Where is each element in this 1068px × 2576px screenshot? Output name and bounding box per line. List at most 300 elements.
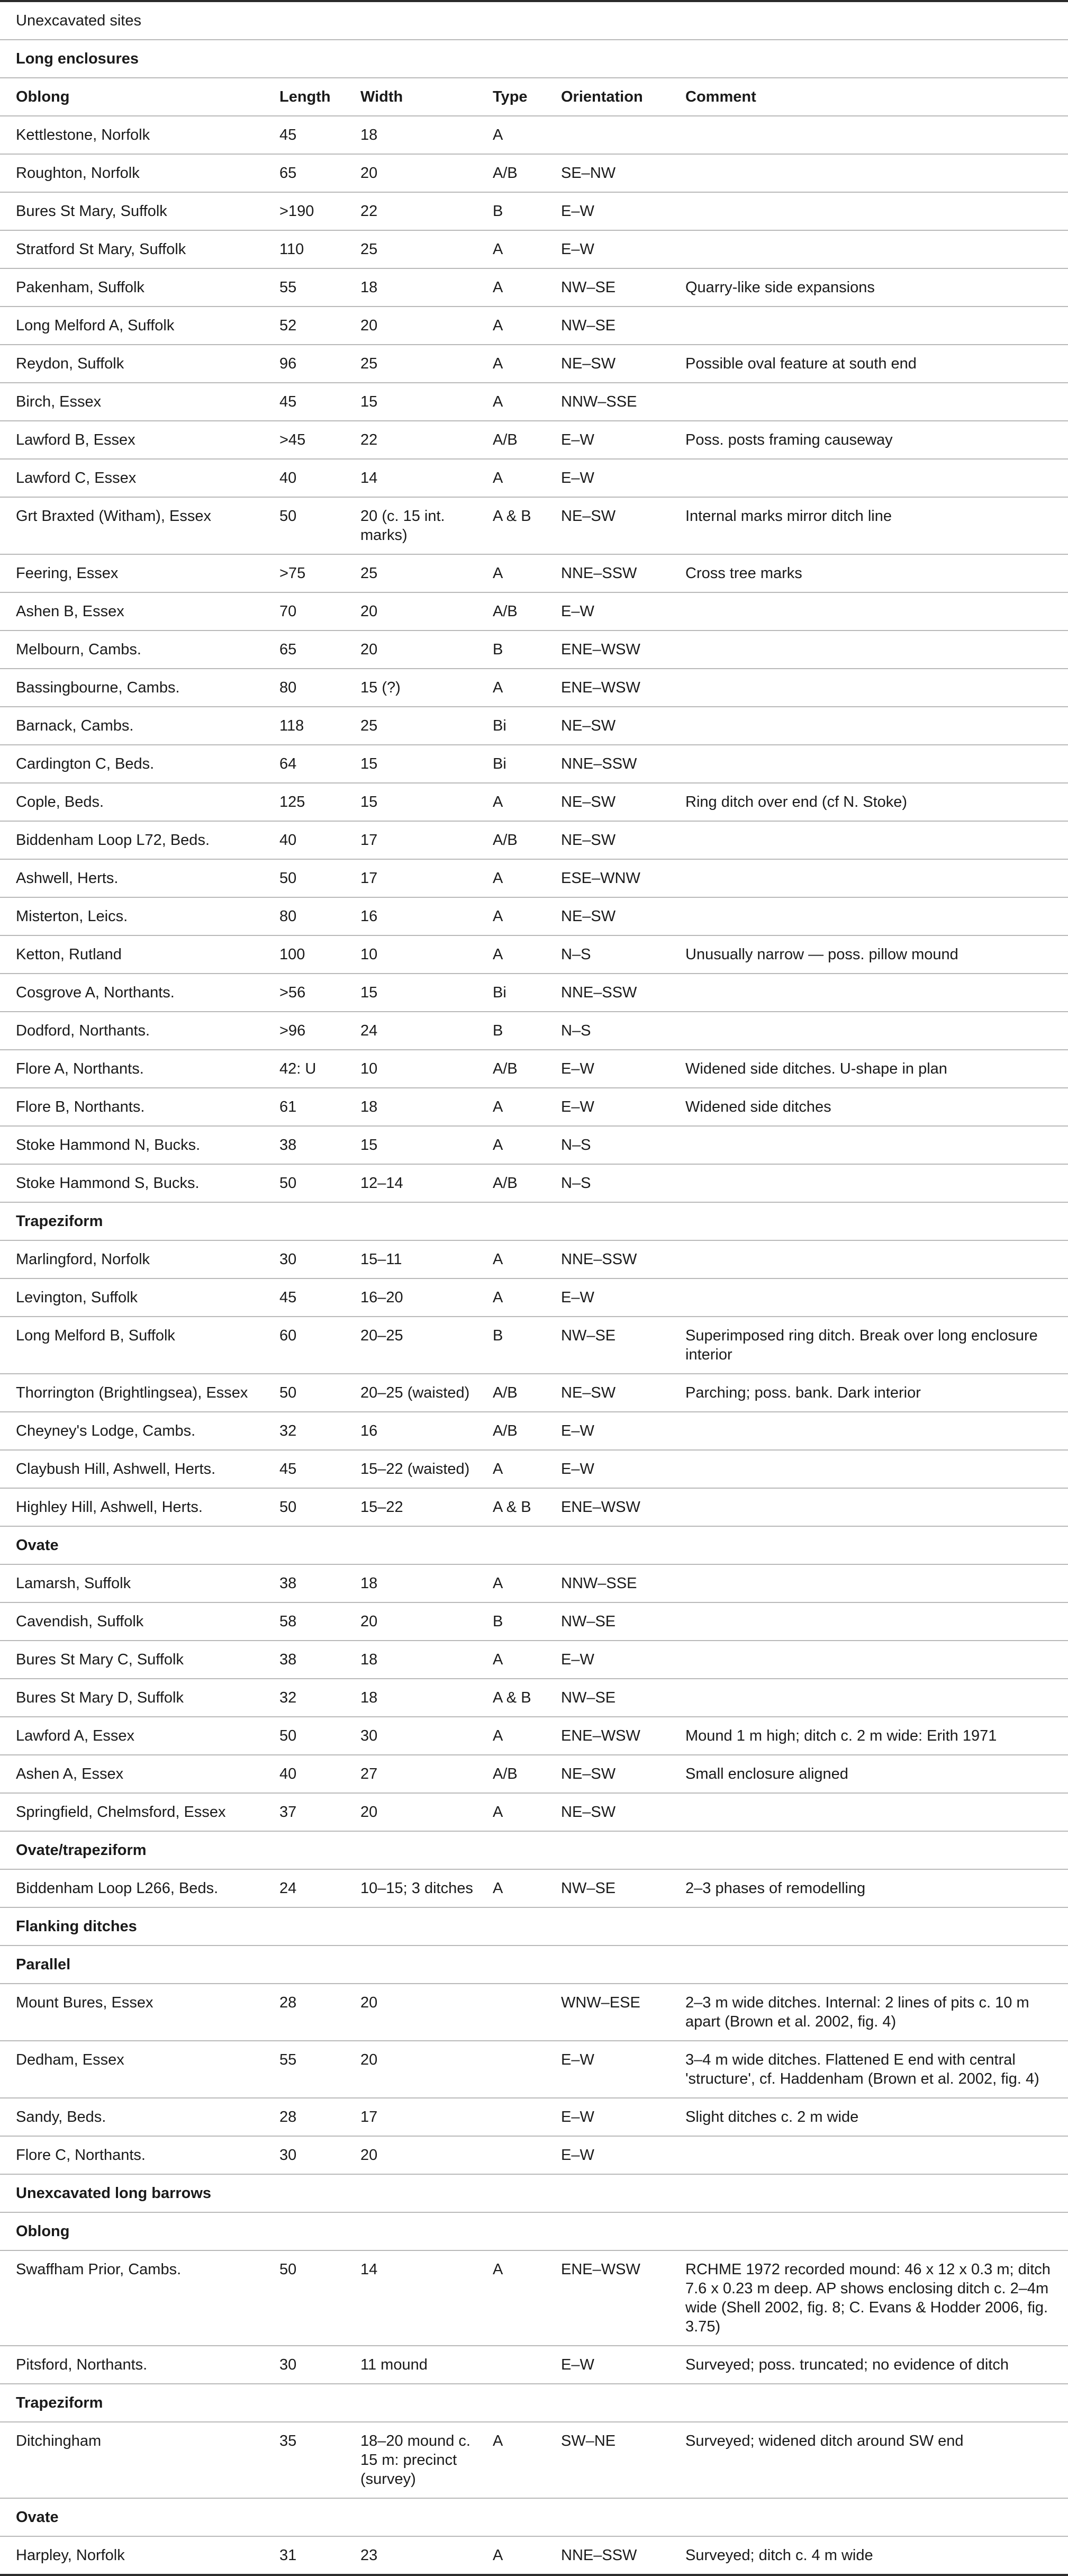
- width-cell: 16: [360, 908, 378, 925]
- comment-cell: [669, 1278, 1068, 1317]
- site-name-cell: Sandy, Beds.: [16, 2109, 106, 2125]
- width-cell: 15: [360, 393, 378, 410]
- length-cell: 55: [279, 279, 297, 296]
- width-cell: 20 (c. 15 int. marks): [360, 508, 445, 544]
- orientation-cell: NE–SW: [561, 832, 616, 849]
- length-cell: 31: [279, 2547, 297, 2564]
- site-name-cell: Bures St Mary C, Suffolk: [16, 1651, 184, 1668]
- width-cell: 14: [360, 2261, 378, 2278]
- length-cell: >56: [279, 984, 306, 1001]
- section-heading-row: [0, 1907, 1068, 1945]
- section-heading-row: [0, 2212, 1068, 2250]
- width-cell: 18: [360, 1098, 378, 1115]
- width-cell: 20: [360, 2051, 378, 2068]
- type-cell: [477, 2346, 545, 2384]
- type-cell: Bi: [493, 717, 506, 734]
- orientation-cell: NW–SE: [561, 1613, 616, 1630]
- type-cell: A: [493, 908, 503, 925]
- site-name-cell: Lawford B, Essex: [16, 431, 135, 448]
- site-name-cell: Stoke Hammond N, Bucks.: [16, 1137, 201, 1154]
- orientation-cell: E–W: [561, 2356, 594, 2373]
- width-cell: 20–25: [360, 1327, 403, 1344]
- width-cell: 24: [360, 1022, 378, 1039]
- orientation-cell: NNE–SSW: [561, 1251, 637, 1268]
- section-heading: Parallel: [16, 1956, 71, 1973]
- orientation-cell: NNE–SSW: [561, 2547, 637, 2564]
- comment-cell: Surveyed; ditch c. 4 m wide: [685, 2547, 873, 2564]
- length-cell: 110: [279, 241, 304, 258]
- table-row: [0, 459, 1068, 497]
- table-row: [0, 1602, 1068, 1641]
- type-cell: A: [493, 470, 503, 487]
- site-name-cell: Biddenham Loop L266, Beds.: [16, 1880, 219, 1897]
- comment-cell: Poss. posts framing causeway: [685, 431, 893, 448]
- comment-cell: [669, 1164, 1068, 1202]
- width-cell: 25: [360, 565, 378, 582]
- length-cell: 32: [279, 1689, 297, 1706]
- type-cell: A/B: [493, 1060, 518, 1077]
- comment-cell: [669, 383, 1068, 421]
- section-heading-row: [0, 1945, 1068, 1984]
- comment-cell: [669, 230, 1068, 268]
- site-name-cell: Feering, Essex: [16, 565, 119, 582]
- orientation-cell: SE–NW: [561, 165, 616, 182]
- orientation-cell: NNE–SSW: [561, 984, 637, 1001]
- width-cell: 20: [360, 603, 378, 620]
- orientation-cell: NW–SE: [561, 317, 616, 334]
- table-row: [0, 1717, 1068, 1755]
- orientation-cell: E–W: [561, 2051, 594, 2068]
- length-cell: >45: [279, 431, 306, 448]
- length-cell: 24: [279, 1880, 297, 1897]
- column-header-row: [0, 78, 1068, 116]
- table-row: [0, 1564, 1068, 1602]
- orientation-cell: NE–SW: [561, 1384, 616, 1401]
- type-cell: A: [493, 279, 503, 296]
- type-cell: A/B: [493, 832, 518, 849]
- comment-cell: [669, 1793, 1068, 1831]
- width-cell: 18: [360, 127, 378, 143]
- length-cell: 40: [279, 470, 297, 487]
- type-cell: A: [493, 794, 503, 810]
- section-heading-row: [0, 2498, 1068, 2536]
- column-header: Comment: [685, 88, 756, 105]
- type-cell: A: [493, 1461, 503, 1478]
- orientation-cell: ENE–WSW: [561, 2261, 640, 2278]
- width-cell: 15–22: [360, 1499, 403, 1516]
- type-cell: A: [493, 393, 503, 410]
- table-row: [0, 1641, 1068, 1679]
- comment-cell: [669, 307, 1068, 345]
- column-header: Orientation: [561, 88, 643, 105]
- width-cell: 30: [360, 1727, 378, 1744]
- orientation-cell: N–S: [561, 1022, 591, 1039]
- width-cell: 20: [360, 1804, 378, 1821]
- table-row: [0, 2136, 1068, 2174]
- site-name-cell: Marlingford, Norfolk: [16, 1251, 150, 1268]
- comment-cell: Surveyed; poss. truncated; no evidence of ditch: [685, 2356, 1009, 2373]
- section-heading: Long enclosures: [16, 50, 139, 67]
- comment-cell: [669, 669, 1068, 707]
- length-cell: 96: [279, 355, 297, 372]
- type-cell: A: [493, 1804, 503, 1821]
- section-heading-row: [0, 1526, 1068, 1564]
- width-cell: 20: [360, 2147, 378, 2164]
- site-name-cell: Swaffham Prior, Cambs.: [16, 2261, 182, 2278]
- orientation-cell: NNE–SSW: [561, 565, 637, 582]
- type-cell: B: [493, 203, 503, 220]
- table-row: [0, 1317, 1068, 1374]
- comment-cell: [669, 745, 1068, 783]
- orientation-cell: E–W: [561, 203, 594, 220]
- comment-cell: [669, 1412, 1068, 1450]
- site-name-cell: Roughton, Norfolk: [16, 165, 140, 182]
- width-cell: 10: [360, 946, 378, 963]
- length-cell: 30: [279, 2356, 297, 2373]
- comment-cell: Ring ditch over end (cf N. Stoke): [685, 794, 908, 810]
- width-cell: 15: [360, 794, 378, 810]
- table-row: [0, 1164, 1068, 1202]
- orientation-cell: N–S: [561, 1137, 591, 1154]
- table-row: [0, 1755, 1068, 1793]
- length-cell: 52: [279, 317, 297, 334]
- type-cell: Bi: [493, 984, 506, 1001]
- type-cell: A: [493, 127, 503, 143]
- length-cell: 65: [279, 165, 297, 182]
- type-cell: A & B: [493, 508, 531, 525]
- site-name-cell: Pakenham, Suffolk: [16, 279, 144, 296]
- length-cell: >75: [279, 565, 306, 582]
- section-heading: Trapeziform: [16, 2394, 103, 2411]
- orientation-cell: NE–SW: [561, 908, 616, 925]
- table-row: [0, 307, 1068, 345]
- comment-cell: [669, 1679, 1068, 1717]
- site-name-cell: Ashen B, Essex: [16, 603, 124, 620]
- table-row: [0, 1793, 1068, 1831]
- type-cell: [477, 2136, 545, 2174]
- site-name-cell: Pitsford, Northants.: [16, 2356, 148, 2373]
- type-cell: A: [493, 1098, 503, 1115]
- table-body: [0, 1, 1068, 2575]
- length-cell: 30: [279, 1251, 297, 1268]
- table-row: [0, 2422, 1068, 2498]
- site-name-cell: Lamarsh, Suffolk: [16, 1575, 131, 1592]
- orientation-cell: E–W: [561, 431, 594, 448]
- length-cell: 50: [279, 1499, 297, 1516]
- width-cell: 14: [360, 470, 378, 487]
- table-row: [0, 669, 1068, 707]
- orientation-cell: WNW–ESE: [561, 1994, 640, 2011]
- site-name-cell: Misterton, Leics.: [16, 908, 128, 925]
- width-cell: 18: [360, 1689, 378, 1706]
- table-row: [0, 192, 1068, 230]
- type-cell: [477, 1984, 545, 2041]
- table-row: [0, 1450, 1068, 1488]
- width-cell: 16: [360, 1422, 378, 1439]
- comment-cell: [669, 1564, 1068, 1602]
- site-name-cell: Flore A, Northants.: [16, 1060, 144, 1077]
- width-cell: 23: [360, 2547, 378, 2564]
- comment-cell: Widened side ditches. U-shape in plan: [685, 1060, 947, 1077]
- type-cell: A: [493, 946, 503, 963]
- table-row: [0, 2250, 1068, 2346]
- comment-cell: [669, 821, 1068, 859]
- length-cell: 80: [279, 679, 297, 696]
- section-heading-row: [0, 2384, 1068, 2422]
- site-name-cell: Cosgrove A, Northants.: [16, 984, 175, 1001]
- site-name-cell: Reydon, Suffolk: [16, 355, 124, 372]
- orientation-cell: ENE–WSW: [561, 641, 640, 658]
- length-cell: 58: [279, 1613, 297, 1630]
- type-cell: A/B: [493, 431, 518, 448]
- length-cell: >190: [279, 203, 314, 220]
- width-cell: 20: [360, 165, 378, 182]
- site-name-cell: Biddenham Loop L72, Beds.: [16, 832, 210, 849]
- table-row: [0, 783, 1068, 821]
- orientation-cell: NE–SW: [561, 717, 616, 734]
- width-cell: 15: [360, 984, 378, 1001]
- comment-cell: Internal marks mirror ditch line: [685, 508, 892, 525]
- type-cell: A: [493, 565, 503, 582]
- width-cell: 12–14: [360, 1175, 403, 1192]
- comment-cell: [669, 1126, 1068, 1164]
- comment-cell: Cross tree marks: [685, 565, 802, 582]
- site-name-cell: Bures St Mary D, Suffolk: [16, 1689, 184, 1706]
- section-heading: Ovate/trapeziform: [16, 1842, 147, 1859]
- width-cell: 25: [360, 717, 378, 734]
- table-row: [0, 2098, 1068, 2136]
- table-row: [0, 1012, 1068, 1050]
- comment-cell: RCHME 1972 recorded mound: 46 x 12 x 0.3 m; ditch 7.6 x 0.23 m deep. AP shows enclosing ditch c. 2–4m wide (Shell 2002, fig. 8; C. Evans & Hodder 2006, fig. 3.75): [685, 2261, 1051, 2335]
- table-row: [0, 821, 1068, 859]
- table-row: [0, 1374, 1068, 1412]
- length-cell: 35: [279, 2433, 297, 2449]
- site-name-cell: Bures St Mary, Suffolk: [16, 203, 167, 220]
- section-heading-row: [0, 1831, 1068, 1869]
- type-cell: B: [493, 1327, 503, 1344]
- type-cell: B: [493, 1613, 503, 1630]
- section-heading: Unexcavated long barrows: [16, 2185, 212, 2202]
- width-cell: 22: [360, 431, 378, 448]
- table-row: [0, 554, 1068, 592]
- comment-cell: Possible oval feature at south end: [685, 355, 917, 372]
- type-cell: A/B: [493, 1384, 518, 1401]
- length-cell: 28: [279, 1994, 297, 2011]
- length-cell: 38: [279, 1137, 297, 1154]
- section-heading-row: [0, 2174, 1068, 2212]
- comment-cell: Superimposed ring ditch. Break over long enclosure interior: [685, 1327, 1038, 1363]
- type-cell: A & B: [493, 1689, 531, 1706]
- table-row: [0, 230, 1068, 268]
- site-name-cell: Flore C, Northants.: [16, 2147, 146, 2164]
- comment-cell: [669, 1240, 1068, 1278]
- orientation-cell: N–S: [561, 946, 591, 963]
- length-cell: 60: [279, 1327, 297, 1344]
- type-cell: A/B: [493, 603, 518, 620]
- orientation-cell: NE–SW: [561, 355, 616, 372]
- type-cell: A/B: [493, 1175, 518, 1192]
- table-row: [0, 383, 1068, 421]
- table-row: [0, 268, 1068, 307]
- type-cell: A: [493, 355, 503, 372]
- length-cell: 118: [279, 717, 304, 734]
- type-cell: B: [493, 641, 503, 658]
- table-row: [0, 1088, 1068, 1126]
- length-cell: 32: [279, 1422, 297, 1439]
- orientation-cell: E–W: [561, 2109, 594, 2125]
- orientation-cell: NE–SW: [561, 508, 616, 525]
- orientation-cell: NW–SE: [561, 1689, 616, 1706]
- orientation-cell: NNW–SSE: [561, 1575, 637, 1592]
- orientation-cell: E–W: [561, 1098, 594, 1115]
- comment-cell: [669, 116, 1068, 154]
- orientation-cell: E–W: [561, 241, 594, 258]
- comment-cell: [669, 192, 1068, 230]
- comment-cell: [669, 974, 1068, 1012]
- table-row: [0, 421, 1068, 459]
- comment-cell: 2–3 phases of remodelling: [685, 1880, 866, 1897]
- section-heading: Oblong: [16, 2223, 70, 2240]
- type-cell: A: [493, 2547, 503, 2564]
- site-name-cell: Harpley, Norfolk: [16, 2547, 125, 2564]
- length-cell: 100: [279, 946, 305, 963]
- length-cell: 50: [279, 508, 297, 525]
- column-header: Width: [360, 88, 403, 105]
- site-name-cell: Springfield, Chelmsford, Essex: [16, 1804, 226, 1821]
- orientation-cell: E–W: [561, 1651, 594, 1668]
- width-cell: 20: [360, 1994, 378, 2011]
- width-cell: 18: [360, 1575, 378, 1592]
- orientation-cell: E–W: [561, 1422, 594, 1439]
- table-row: [0, 745, 1068, 783]
- type-cell: A: [493, 317, 503, 334]
- width-cell: 18: [360, 1651, 378, 1668]
- orientation-cell: NE–SW: [561, 1804, 616, 1821]
- site-name-cell: Dodford, Northants.: [16, 1022, 150, 1039]
- length-cell: 65: [279, 641, 297, 658]
- width-cell: 25: [360, 355, 378, 372]
- table-row: [0, 2536, 1068, 2575]
- table-row: [0, 631, 1068, 669]
- table-row: [0, 1240, 1068, 1278]
- site-name-cell: Long Melford A, Suffolk: [16, 317, 175, 334]
- comment-cell: Quarry-like side expansions: [685, 279, 875, 296]
- table-row: [0, 1984, 1068, 2041]
- type-cell: A: [493, 1880, 503, 1897]
- width-cell: 17: [360, 870, 378, 887]
- length-cell: 45: [279, 1289, 297, 1306]
- width-cell: 15–22 (waisted): [360, 1461, 470, 1478]
- orientation-cell: E–W: [561, 470, 594, 487]
- comment-cell: Slight ditches c. 2 m wide: [685, 2109, 859, 2125]
- comment-cell: Unusually narrow — poss. pillow mound: [685, 946, 958, 963]
- section-heading: Trapeziform: [16, 1213, 103, 1230]
- length-cell: 50: [279, 1727, 297, 1744]
- section-heading: Ovate: [16, 2509, 59, 2526]
- site-name-cell: Levington, Suffolk: [16, 1289, 138, 1306]
- site-name-cell: Grt Braxted (Witham), Essex: [16, 508, 212, 525]
- length-cell: 30: [279, 2147, 297, 2164]
- length-cell: 61: [279, 1098, 297, 1115]
- length-cell: 64: [279, 755, 297, 772]
- length-cell: 38: [279, 1575, 297, 1592]
- length-cell: 28: [279, 2109, 297, 2125]
- comment-cell: [669, 1012, 1068, 1050]
- type-cell: A: [493, 2433, 503, 2449]
- comment-cell: Mound 1 m high; ditch c. 2 m wide: Erith 1971: [685, 1727, 997, 1744]
- site-name-cell: Cardington C, Beds.: [16, 755, 155, 772]
- table-row: [0, 859, 1068, 897]
- orientation-cell: ENE–WSW: [561, 679, 640, 696]
- table-row: [0, 1278, 1068, 1317]
- comment-cell: [669, 592, 1068, 631]
- orientation-cell: ENE–WSW: [561, 1499, 640, 1516]
- type-cell: A/B: [493, 1422, 518, 1439]
- orientation-cell: NNW–SSE: [561, 393, 637, 410]
- width-cell: 11 mound: [360, 2356, 428, 2373]
- comment-cell: [669, 897, 1068, 935]
- length-cell: 50: [279, 1175, 297, 1192]
- type-cell: A: [493, 1727, 503, 1744]
- length-cell: 50: [279, 2261, 297, 2278]
- comment-cell: [669, 1450, 1068, 1488]
- section-heading-row: [0, 1202, 1068, 1240]
- site-name-cell: Flore B, Northants.: [16, 1098, 145, 1115]
- table-row: [0, 1679, 1068, 1717]
- table-row: [0, 1050, 1068, 1088]
- width-cell: 27: [360, 1766, 378, 1782]
- orientation-cell: E–W: [561, 2147, 594, 2164]
- site-name-cell: Ditchingham: [16, 2433, 102, 2449]
- site-name-cell: Ketton, Rutland: [16, 946, 122, 963]
- length-cell: 40: [279, 1766, 297, 1782]
- length-cell: 40: [279, 832, 297, 849]
- width-cell: 18: [360, 279, 378, 296]
- length-cell: 50: [279, 870, 297, 887]
- table-caption: Unexcavated sites: [16, 12, 141, 29]
- type-cell: A: [493, 241, 503, 258]
- table-row: [0, 497, 1068, 554]
- width-cell: 18–20 mound c. 15 m: precinct (survey): [360, 2433, 470, 2488]
- length-cell: >96: [279, 1022, 306, 1039]
- table-row: [0, 345, 1068, 383]
- section-heading-row: [0, 40, 1068, 78]
- table-row: [0, 935, 1068, 974]
- type-cell: A/B: [493, 165, 518, 182]
- width-cell: 10: [360, 1060, 378, 1077]
- orientation-cell: NW–SE: [561, 1327, 616, 1344]
- width-cell: 17: [360, 2109, 378, 2125]
- length-cell: 45: [279, 127, 297, 143]
- orientation-cell: ENE–WSW: [561, 1727, 640, 1744]
- orientation-cell: E–W: [561, 1289, 594, 1306]
- length-cell: 80: [279, 908, 297, 925]
- site-name-cell: Barnack, Cambs.: [16, 717, 134, 734]
- table-row: [0, 897, 1068, 935]
- site-name-cell: Cheyney's Lodge, Cambs.: [16, 1422, 196, 1439]
- column-header: Oblong: [16, 88, 70, 105]
- type-cell: A/B: [493, 1766, 518, 1782]
- length-cell: 42: U: [279, 1060, 316, 1077]
- orientation-cell: NW–SE: [561, 279, 616, 296]
- section-heading: Flanking ditches: [16, 1918, 137, 1935]
- site-name-cell: Mount Bures, Essex: [16, 1994, 153, 2011]
- table-row: [0, 1126, 1068, 1164]
- type-cell: B: [493, 1022, 503, 1039]
- site-name-cell: Birch, Essex: [16, 393, 102, 410]
- orientation-cell: NE–SW: [561, 1766, 616, 1782]
- site-name-cell: Ashen A, Essex: [16, 1766, 124, 1782]
